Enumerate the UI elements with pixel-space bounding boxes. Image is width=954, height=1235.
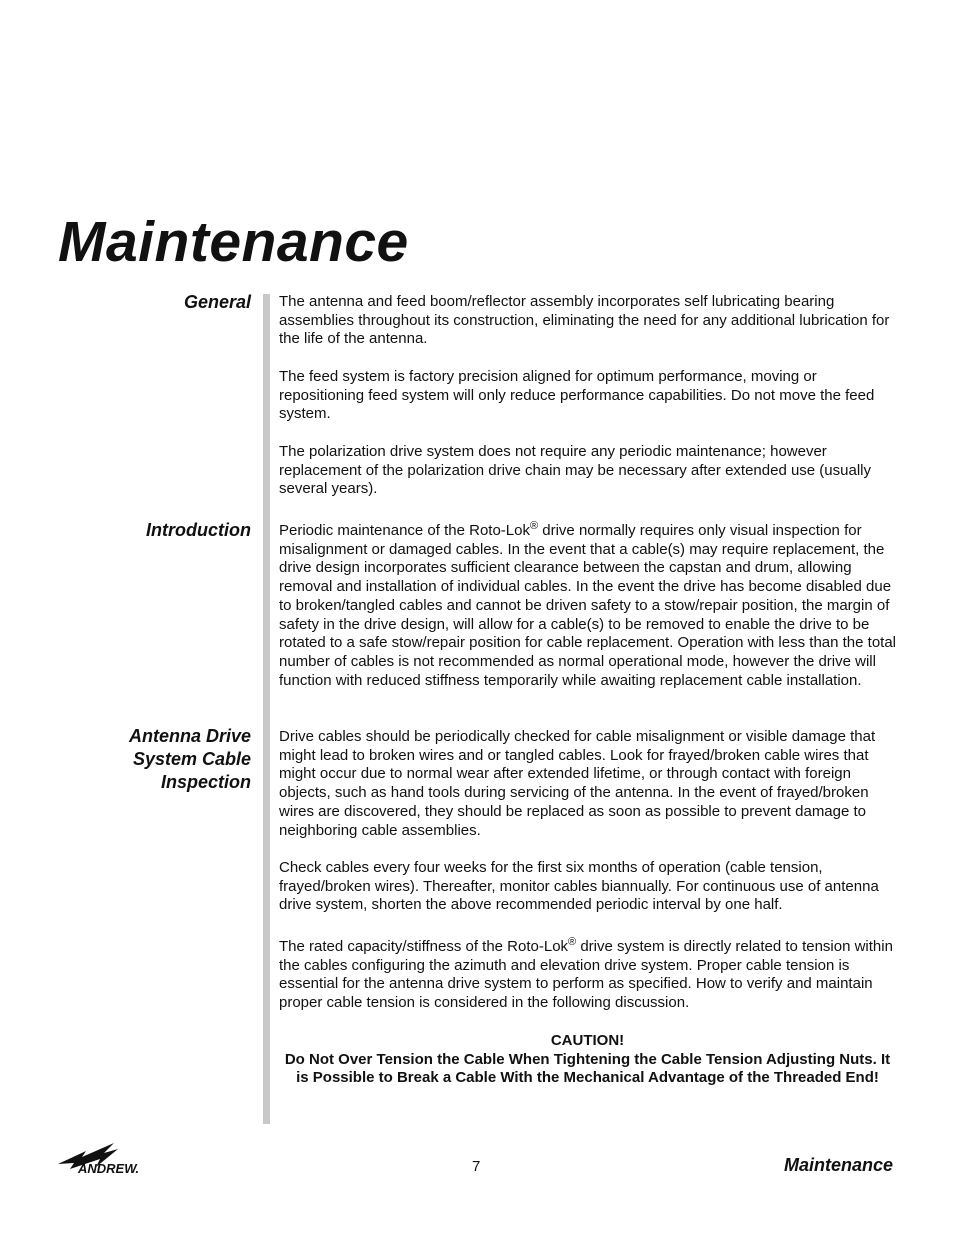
andrew-logo	[56, 1141, 170, 1175]
introduction-paragraph: Periodic maintenance of the Roto-Lok® drive normally requires only visual inspection for misalignment or damaged cables. In the event that a cable(s) may require replacement, the drive design incorporates sufficient clearance between the capstan and drum, allowing removal and installation of individual cables. In the event the drive has become disabled due to broken/tangled cables and cannot be driven safety to a stow/repair position, the margin of safety in the drive design, will allow for a cable(s) to be removed to enable the drive to be rotated to a safe stow/repair position for cable replacement. Operation with less than the total number of cables is not recommended as normal operational mode, however the drive will function with reduced stiffness temporarily while awaiting replacement cable installation.	[279, 520, 897, 689]
general-paragraph-2: The feed system is factory precision aligned for optimum performance, moving or repositioning feed system will only reduce performance capabilities. Do not move the feed system.	[279, 368, 875, 423]
page-number: 7	[472, 1158, 481, 1175]
registered-mark: ®	[568, 936, 577, 948]
general-paragraph-1: The antenna and feed boom/reflector assembly incorporates self lubricating bearing assemblies throughout its construction, eliminating the need for any additional lubrication for the life of the antenna.	[279, 293, 890, 348]
general-paragraph-3: The polarization drive system does not require any periodic maintenance; however replacement of the polarization drive chain may be necessary after extended use (usually several years).	[279, 443, 871, 498]
page-title: Maintenance	[58, 210, 409, 274]
inspection-heading: Antenna Drive System Cable Inspection	[128, 726, 251, 792]
logo-text: ANDREW.	[78, 1161, 140, 1175]
introduction-heading: Introduction	[146, 520, 251, 540]
registered-mark: ®	[529, 520, 539, 532]
caution-text: Do Not Over Tension the Cable When Tightening the Cable Tension Adjusting Nuts. It is Possible to Break a Cable With the Mechanical Advantage of the Threaded End!	[284, 1050, 891, 1087]
inspection-paragraph-2: Check cables every four weeks for the first six months of operation (cable tension, frayed/broken wires). Thereafter, monitor cables biannually. For continuous use of antenna drive system, shorten the above recommended periodic interval by one half.	[279, 859, 879, 914]
general-heading: General	[183, 292, 251, 312]
footer-section-title: Maintenance	[783, 1155, 893, 1175]
caution-notice	[279, 1032, 896, 1088]
caution-title: CAUTION!	[550, 1032, 625, 1049]
inspection-paragraph-3: The rated capacity/stiffness of the Roto-Lok® drive system is directly related to tension within the cables configuring the azimuth and elevation drive system. Proper cable tension is essential for the antenna drive system to perform as specified. How to verify and maintain proper cable tension is considered in the following discussion.	[279, 936, 893, 1012]
inspection-paragraph-1: Drive cables should be periodically checked for cable misalignment or visible damage that might lead to broken wires and or tangled cables. Look for frayed/broken cable wires that might occur due to normal wear after extended lifetime, or through contact with foreign objects, such as hand tools during servicing of the antenna. In the event of frayed/broken wires are discovered, they should be replaced as soon as possible to prevent damage to neighboring cable assemblies.	[279, 728, 876, 839]
section-divider-bar	[263, 294, 270, 1124]
